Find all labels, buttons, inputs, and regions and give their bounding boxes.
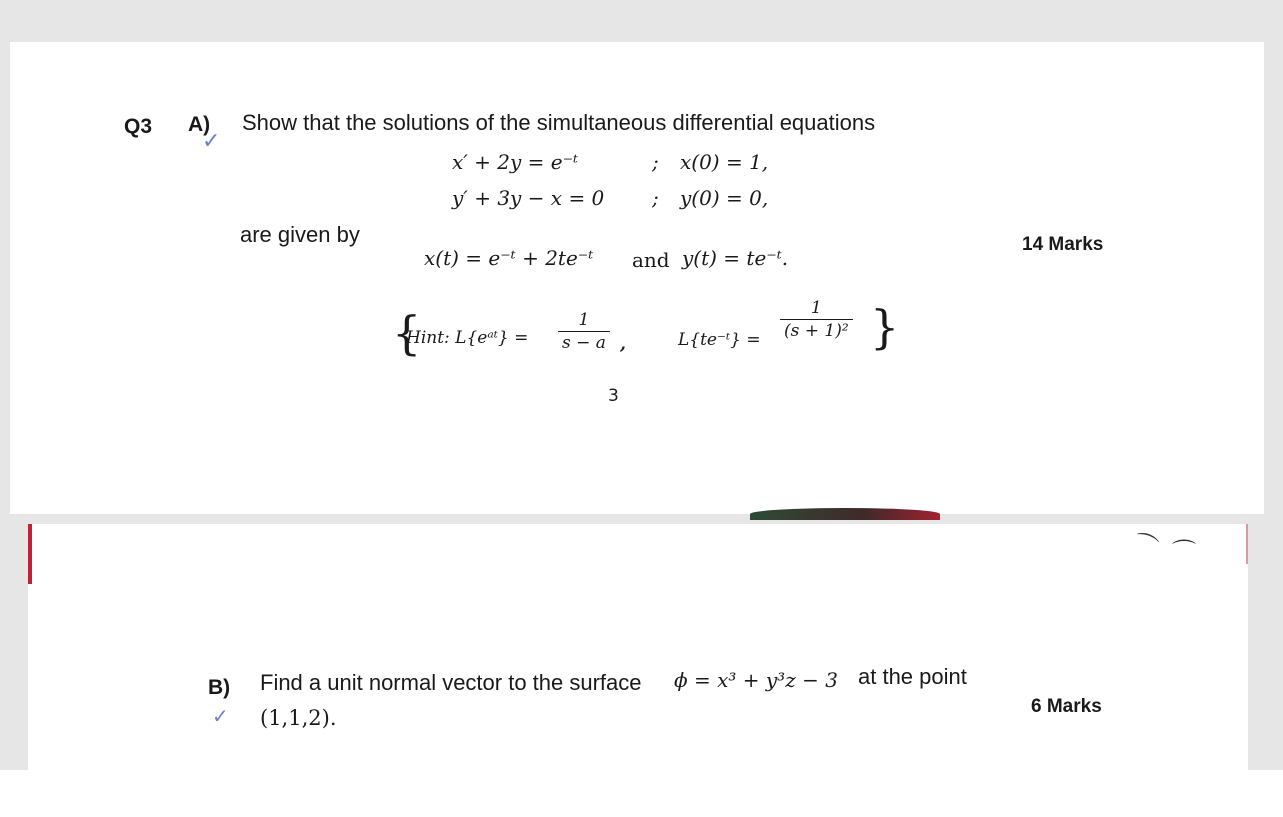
page-edge-mark-right bbox=[1246, 524, 1248, 564]
hint-close-brace: } bbox=[870, 300, 900, 354]
pen-mark: ⌒ bbox=[1129, 529, 1161, 564]
hint-fraction-2-numerator: 1 bbox=[810, 298, 822, 318]
fraction-bar bbox=[780, 319, 853, 320]
part-a-marks: 14 Marks bbox=[1022, 234, 1104, 255]
page-number: 3 bbox=[608, 386, 619, 406]
hint-fraction-1-numerator: 1 bbox=[578, 310, 590, 330]
equation-2-condition: y(0) = 0, bbox=[680, 186, 769, 210]
page-edge-shadow bbox=[750, 508, 940, 520]
part-a-label: A) bbox=[188, 113, 211, 136]
equation-2-separator: ; bbox=[652, 186, 659, 210]
document-page-2 bbox=[28, 524, 1248, 770]
part-b-point: (1,1,2). bbox=[260, 706, 337, 730]
part-b-label: B) bbox=[208, 676, 231, 699]
part-b-at-point: at the point bbox=[858, 664, 967, 689]
hint-fraction-1 bbox=[558, 310, 610, 353]
hint-open-brace: { bbox=[392, 306, 422, 360]
hint-label-2: L{te⁻ᵗ} = bbox=[678, 330, 761, 350]
hint-fraction-1-denominator: s − a bbox=[562, 333, 606, 353]
part-b-marks: 6 Marks bbox=[1031, 696, 1102, 717]
fraction-bar bbox=[558, 331, 610, 332]
solution-x: x(t) = e⁻ᵗ + 2te⁻ᵗ bbox=[424, 246, 594, 270]
document-page-1 bbox=[10, 42, 1264, 514]
given-by-text: are given by bbox=[240, 222, 360, 247]
part-a-prompt: Show that the solutions of the simultaneous differential equations bbox=[242, 110, 876, 135]
part-b-surface: ϕ = x³ + y³z − 3 bbox=[674, 668, 838, 692]
equation-1-condition: x(0) = 1, bbox=[680, 150, 769, 174]
equation-1-left: x′ + 2y = e⁻ᵗ bbox=[452, 150, 579, 174]
page-edge-mark bbox=[28, 524, 32, 584]
solution-y: y(t) = te⁻ᵗ. bbox=[682, 246, 789, 270]
part-b-prompt: Find a unit normal vector to the surface bbox=[260, 670, 642, 695]
equation-1-separator: ; bbox=[652, 150, 659, 174]
question-number: Q3 bbox=[124, 115, 153, 138]
solution-and: and bbox=[632, 248, 670, 272]
pen-mark: ⌒ bbox=[1172, 539, 1196, 566]
check-mark-icon: ✓ bbox=[212, 706, 229, 728]
check-mark-icon: ✓ bbox=[202, 128, 221, 153]
hint-comma: , bbox=[620, 334, 626, 354]
hint-fraction-2 bbox=[780, 298, 853, 341]
equation-2-left: y′ + 3y − x = 0 bbox=[452, 186, 605, 210]
hint-label: Hint: L{eᵃᵗ} = bbox=[406, 328, 529, 348]
hint-fraction-2-denominator: (s + 1)² bbox=[784, 321, 849, 341]
